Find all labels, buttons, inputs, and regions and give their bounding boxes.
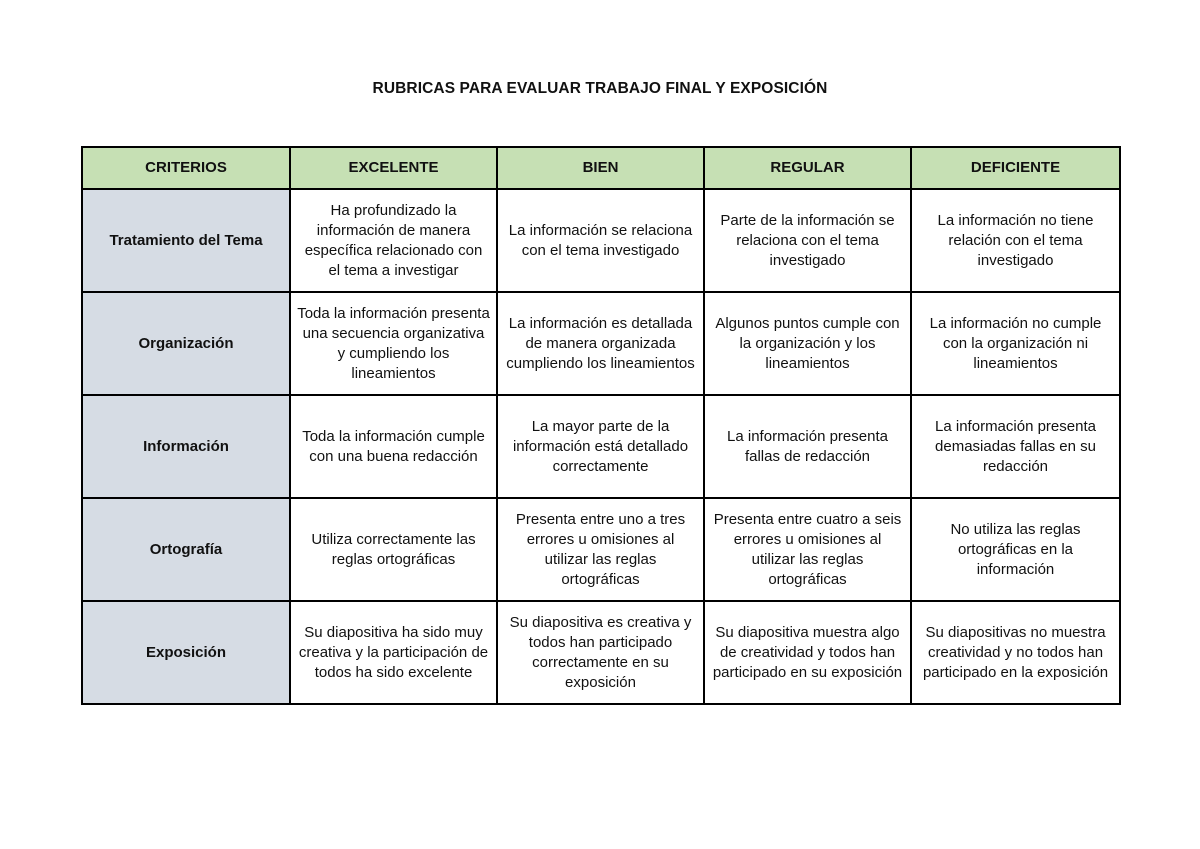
criterion-cell: Exposición (82, 601, 290, 704)
table-header-row (82, 147, 1120, 189)
table-row (82, 395, 1120, 498)
excelente-cell: Toda la información cumple con una buena redacción (290, 395, 497, 498)
deficiente-cell: La información no tiene relación con el tema investigado (911, 189, 1120, 292)
regular-cell: Su diapositiva muestra algo de creatividad y todos han participado en su exposición (704, 601, 911, 704)
criterion-cell: Ortografía (82, 498, 290, 601)
bien-cell: Su diapositiva es creativa y todos han participado correctamente en su exposición (497, 601, 704, 704)
regular-cell: Parte de la información se relaciona con el tema investigado (704, 189, 911, 292)
deficiente-cell: No utiliza las reglas ortográficas en la información (911, 498, 1120, 601)
header-excelente: EXCELENTE (290, 147, 497, 189)
excelente-cell: Su diapositiva ha sido muy creativa y la participación de todos ha sido excelente (290, 601, 497, 704)
table-row (82, 601, 1120, 704)
bien-cell: Presenta entre uno a tres errores u omisiones al utilizar las reglas ortográficas (497, 498, 704, 601)
regular-cell: Algunos puntos cumple con la organización y los lineamientos (704, 292, 911, 395)
regular-cell: La información presenta fallas de redacción (704, 395, 911, 498)
header-criterios: CRITERIOS (82, 147, 290, 189)
criterion-cell: Información (82, 395, 290, 498)
criterion-cell: Organización (82, 292, 290, 395)
table-row (82, 292, 1120, 395)
excelente-cell: Toda la información presenta una secuencia organizativa y cumpliendo los lineamientos (290, 292, 497, 395)
regular-cell: Presenta entre cuatro a seis errores u omisiones al utilizar las reglas ortográficas (704, 498, 911, 601)
bien-cell: La mayor parte de la información está detallado correctamente (497, 395, 704, 498)
table-row (82, 498, 1120, 601)
header-deficiente: DEFICIENTE (911, 147, 1120, 189)
excelente-cell: Utiliza correctamente las reglas ortográficas (290, 498, 497, 601)
rubric-table (81, 146, 1121, 705)
header-bien: BIEN (497, 147, 704, 189)
deficiente-cell: La información no cumple con la organización ni lineamientos (911, 292, 1120, 395)
excelente-cell: Ha profundizado la información de manera específica relacionado con el tema a investigar (290, 189, 497, 292)
header-regular: REGULAR (704, 147, 911, 189)
table-row (82, 189, 1120, 292)
criterion-cell: Tratamiento del Tema (82, 189, 290, 292)
bien-cell: La información es detallada de manera organizada cumpliendo los lineamientos (497, 292, 704, 395)
deficiente-cell: Su diapositivas no muestra creatividad y no todos han participado en la exposición (911, 601, 1120, 704)
deficiente-cell: La información presenta demasiadas fallas en su redacción (911, 395, 1120, 498)
bien-cell: La información se relaciona con el tema investigado (497, 189, 704, 292)
page-title: RUBRICAS PARA EVALUAR TRABAJO FINAL Y EXPOSICIÓN (372, 80, 828, 97)
